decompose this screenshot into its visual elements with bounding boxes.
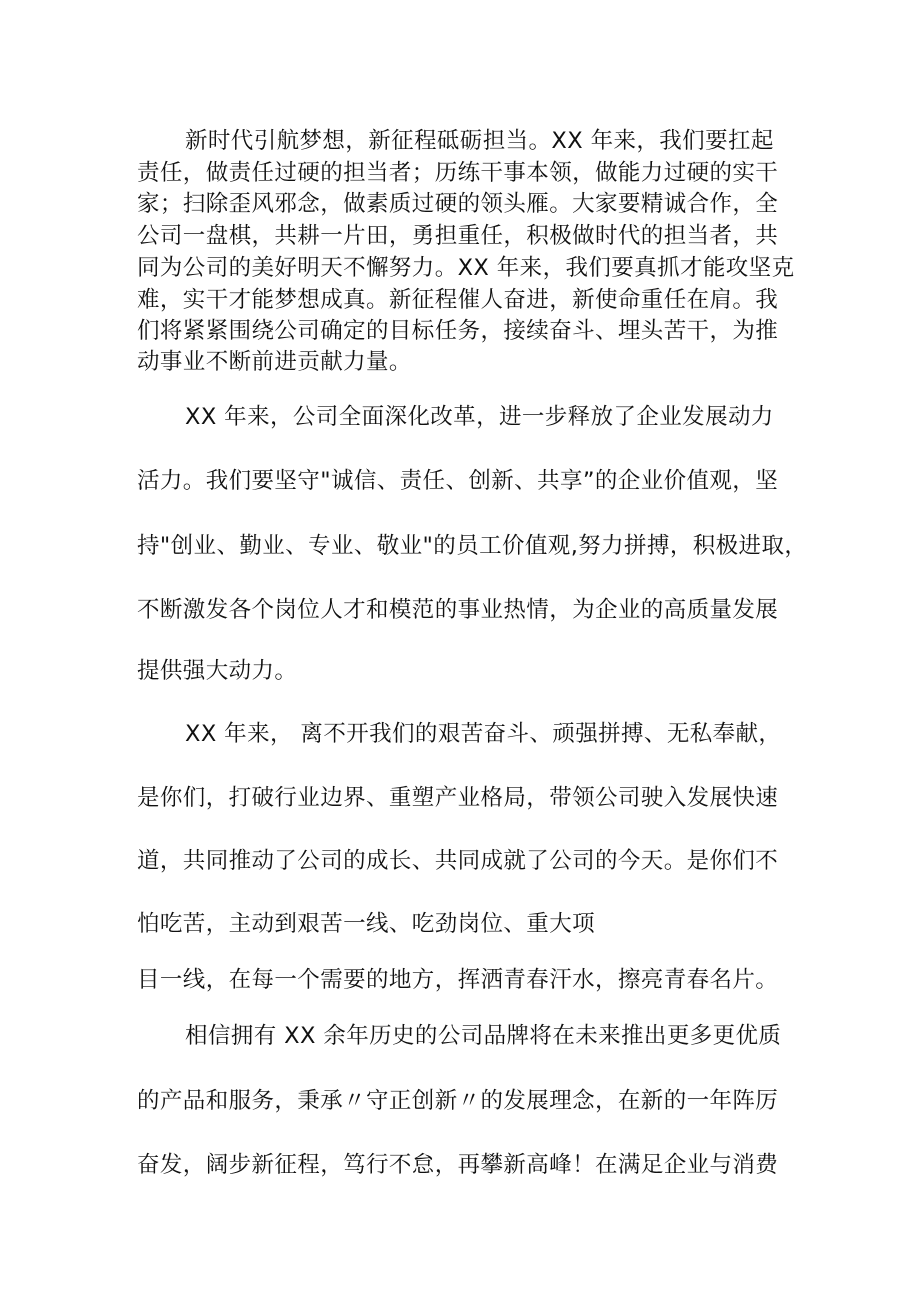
paragraph-line: XX 年来，公司全面深化改革，进一步释放了企业发展动力 — [185, 404, 774, 430]
paragraph-line: 持"创业、勤业、专业、敬业"的员工价值观,努力拼搏，积极进取， — [137, 533, 808, 559]
paragraph-line: 不断激发各个岗位人才和模范的事业热情，为企业的高质量发展 — [137, 597, 779, 623]
paragraph-line: 的产品和服务，秉承〃守正创新〃的发展理念，在新的一年阵厉 — [137, 1088, 779, 1114]
paragraph-line: 公司一盘棋，共耕一片田，勇担重任，积极做时代的担当者，共 — [137, 223, 779, 249]
paragraph-line: 新时代引航梦想，新征程砥砺担当。XX 年来，我们要扛起 — [185, 128, 774, 154]
paragraph-line: 家；扫除歪风邪念，做素质过硬的领头雁。大家要精诚合作，全 — [137, 191, 779, 217]
paragraph-line: 同为公司的美好明天不懈努力。XX 年来，我们要真抓才能攻坚克 — [137, 255, 795, 281]
paragraph-line: 提供强大动力。 — [137, 658, 298, 684]
paragraph-line: 奋发，阔步新征程，笃行不怠，再攀新高峰！在满足企业与消费 — [137, 1152, 779, 1178]
paragraph-line: 怕吃苦，主动到艰苦一线、吃劲岗位、重大项 — [137, 911, 596, 937]
paragraph-line: 相信拥有 XX 余年历史的公司品牌将在未来推出更多更优质 — [185, 1023, 782, 1049]
paragraph-line: 难，实干才能梦想成真。新征程催人奋进，新使命重任在肩。我 — [137, 287, 779, 313]
paragraph-line: 是你们，打破行业边界、重塑产业格局，带领公司驶入发展快速 — [137, 785, 779, 811]
paragraph-line: 们将紧紧围绕公司确定的目标任务，接续奋斗、埋头苦干，为推 — [137, 318, 779, 344]
paragraph-line: 活力。我们要坚守"诚信、责任、创新、共享”的企业价值观，坚 — [137, 468, 779, 494]
paragraph-line: 目一线，在每一个需要的地方，挥洒青春汗水，擦亮青春名片。 — [137, 967, 779, 993]
paragraph-line: 动事业不断前进贡献力量。 — [137, 349, 412, 375]
paragraph-line: XX 年来， 离不开我们的艰苦奋斗、顽强拼搏、无私奉献， — [185, 721, 782, 747]
paragraph-line: 责任，做责任过硬的担当者；历练干事本领，做能力过硬的实干 — [137, 160, 779, 186]
paragraph-line: 道，共同推动了公司的成长、共同成就了公司的今天。是你们不 — [137, 848, 779, 874]
